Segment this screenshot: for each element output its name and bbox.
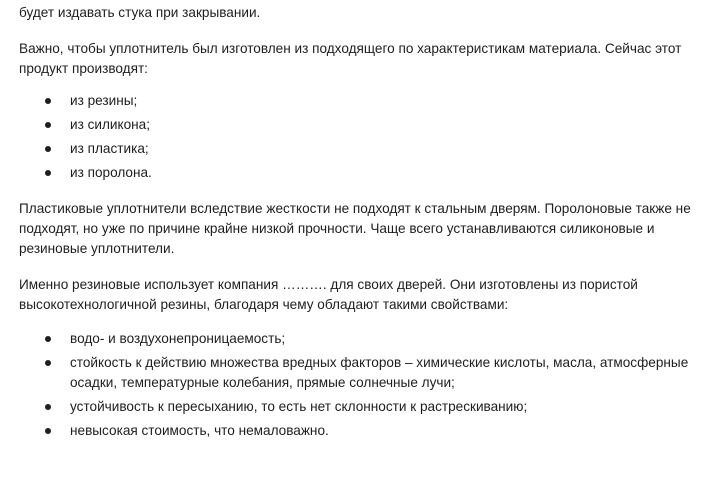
list-item-text: устойчивость к пересыханию, то есть нет склонности к растрескиванию; xyxy=(70,399,528,414)
list-item-text: стойкость к действию множества вредных факторов – химические кислоты, масла, атмосферные осадки, температурные колебания, прямые солнечные лучи; xyxy=(70,355,689,390)
list-item xyxy=(19,139,714,159)
list-item-text: из силикона; xyxy=(70,117,151,132)
bullet-icon xyxy=(45,146,51,152)
bullet-icon xyxy=(45,170,51,176)
list-item xyxy=(19,421,714,441)
document-body xyxy=(19,3,714,457)
list-item xyxy=(19,397,714,417)
list-item xyxy=(19,91,714,111)
bullet-icon xyxy=(45,336,51,342)
list-item-text: из резины; xyxy=(70,93,138,108)
materials-list xyxy=(19,91,714,183)
paragraph-plastic-foam: Пластиковые уплотнители вследствие жесткости не подходят к стальным дверям. Поролоновые также не подходят, но уже по причине крайне низкой прочности. Чаще всего устанавливаются силиконовые и резиновые уплотнители. xyxy=(19,201,691,256)
bullet-icon xyxy=(45,404,51,410)
paragraph-rubber-properties-intro: Именно резиновые использует компания ………. для своих дверей. Они изготовлены из пористой высокотехнологичной резины, благодаря чему обладают такими свойствами: xyxy=(19,277,638,312)
paragraph-materials-intro: Важно, чтобы уплотнитель был изготовлен из подходящего по характеристикам материала. Сейчас этот продукт производят: xyxy=(19,41,682,76)
list-item-text: невысокая стоимость, что немаловажно. xyxy=(70,423,329,438)
intro-line: будет издавать стука при закрывании. xyxy=(19,5,261,20)
bullet-icon xyxy=(45,360,51,366)
list-item-text: из пластика; xyxy=(70,141,149,156)
list-item-text: из поролона. xyxy=(70,165,152,180)
list-item-text: водо- и воздухонепроницаемость; xyxy=(70,331,286,346)
list-item xyxy=(19,353,714,393)
bullet-icon xyxy=(45,122,51,128)
list-item xyxy=(19,115,714,135)
list-item xyxy=(19,163,714,183)
bullet-icon xyxy=(45,98,51,104)
list-item xyxy=(19,329,714,349)
properties-list xyxy=(19,329,714,441)
bullet-icon xyxy=(45,428,51,434)
